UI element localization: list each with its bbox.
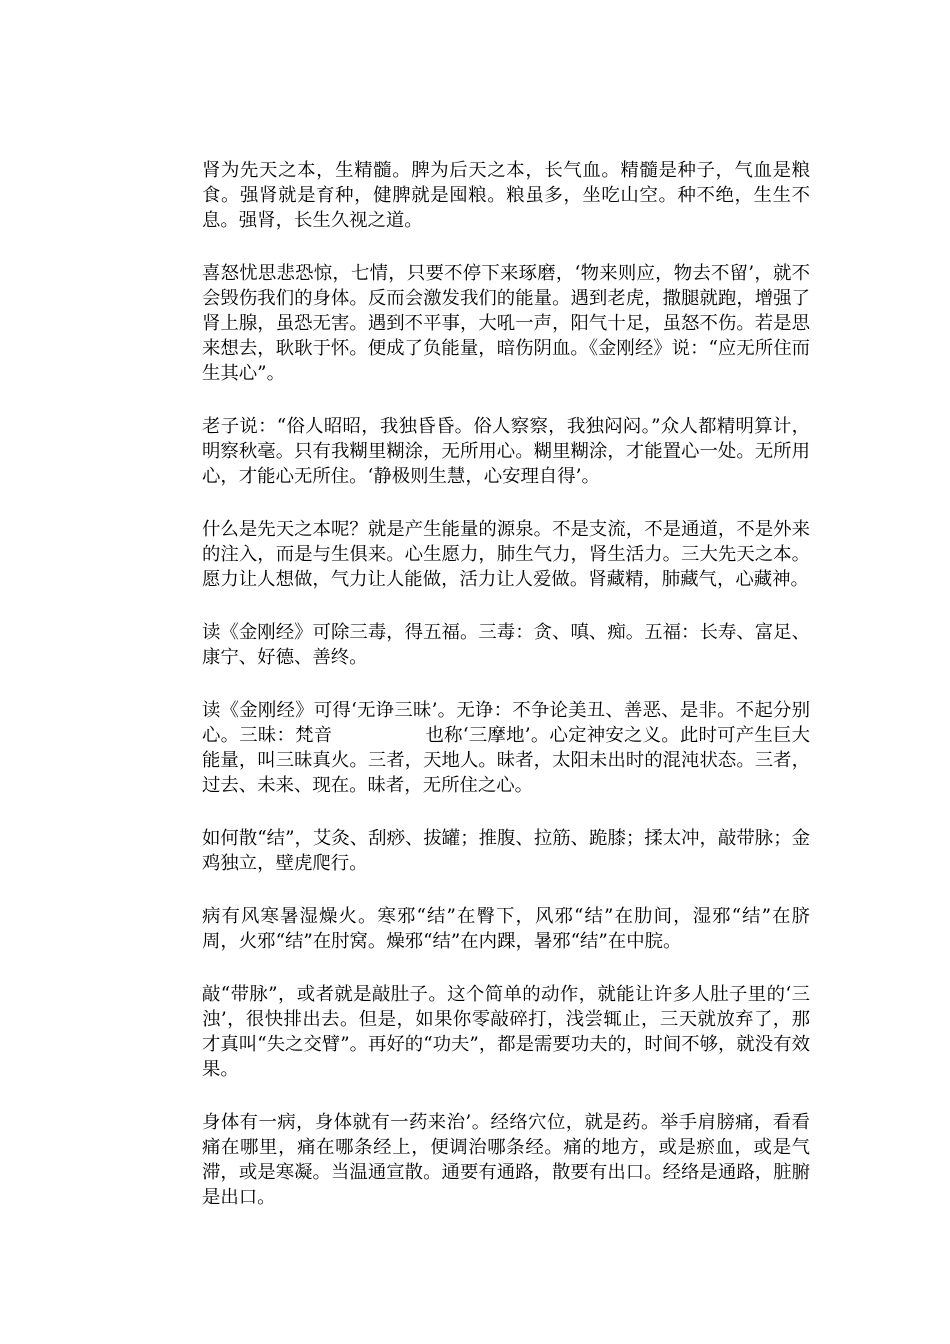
paragraph-seven-emotions: 喜怒忧思悲恐惊，七情，只要不停下来琢磨，‘物来则应，物去不留’，就不会毁伤我们的身体。反而会激发我们的能量。遇到老虎，撒腿就跑，增强了肾上腺，虽恐无害。遇到不平事，大吼一声，阳气十足，虽怒不伤。若是思来想去，耿耿于怀。便成了负能量，暗伤阴血。《金刚经》说：“应无所住而生其心”。 bbox=[202, 263, 810, 384]
paragraph-six-evils: 病有风寒暑湿燥火。寒邪“结”在臀下，风邪“结”在肋间，湿邪“结”在脐周，火邪“结”在肘窝。燥邪“结”在内踝，暑邪“结”在中脘。 bbox=[202, 906, 810, 952]
paragraph-laozi: 老子说：“俗人昭昭，我独昏昏。俗人察察，我独闷闷。”众人都精明算计，明察秋毫。只有我糊里糊涂，无所用心。糊里糊涂，才能置心一处。无所用心，才能心无所住。‘静极则生慧，心安理自得’。 bbox=[202, 416, 810, 487]
paragraph-three-poisons: 读《金刚经》可除三毒，得五福。三毒：贪、嗔、痴。五福：长寿、富足、康宁、好德、善终。 bbox=[202, 622, 810, 668]
paragraph-samadhi: 读《金刚经》可得‘无诤三昧’。无诤：不争论美丑、善恶、是非。不起分别心。三昧：梵音 也称‘三摩地’。心定神安之义。此时可产生巨大能量，叫三昧真火。三者，天地人。昧者，太阳未出时的混沌状态。三者，过去、未来、现在。昧者，无所住之心。 bbox=[202, 700, 810, 796]
paragraph-kidney-foundation: 肾为先天之本，生精髓。脾为后天之本，长气血。精髓是种子，气血是粮食。强肾就是育种，健脾就是囤粮。粮虽多，坐吃山空。种不绝，生生不息。强肾，长生久视之道。 bbox=[202, 160, 810, 231]
paragraph-innate-foundation: 什么是先天之本呢？就是产生能量的源泉。不是支流，不是通道，不是外来的注入，而是与生俱来。心生愿力，肺生气力，肾生活力。三大先天之本。愿力让人想做，气力让人能做，活力让人爱做。肾藏精，肺藏气，心藏神。 bbox=[202, 519, 810, 590]
paragraph-dispel-knots: 如何散“结”，艾灸、刮痧、拔罐；推腹、拉筋、跪膝；揉太冲，敲带脉；金鸡独立，壁虎爬行。 bbox=[202, 828, 810, 874]
document-body bbox=[202, 158, 810, 1238]
paragraph-belt-meridian: 敲“带脉”，或者就是敲肚子。这个简单的动作，就能让许多人肚子里的‘三浊’，很快排出去。但是，如果你零敲碎打，浅尝辄止，三天就放弃了，那才真叫“失之交臂”。再好的“功夫”，都是需要功夫的，时间不够，就没有效果。 bbox=[202, 984, 810, 1080]
paragraph-meridian-points: 身体有一病，身体就有一药来治’。经络穴位，就是药。举手肩膀痛，看看痛在哪里，痛在哪条经上，便调治哪条经。痛的地方，或是瘀血，或是气滞，或是寒凝。当温通宣散。通要有通路，散要有出口。经络是通路，脏腑是出口。 bbox=[202, 1112, 810, 1208]
